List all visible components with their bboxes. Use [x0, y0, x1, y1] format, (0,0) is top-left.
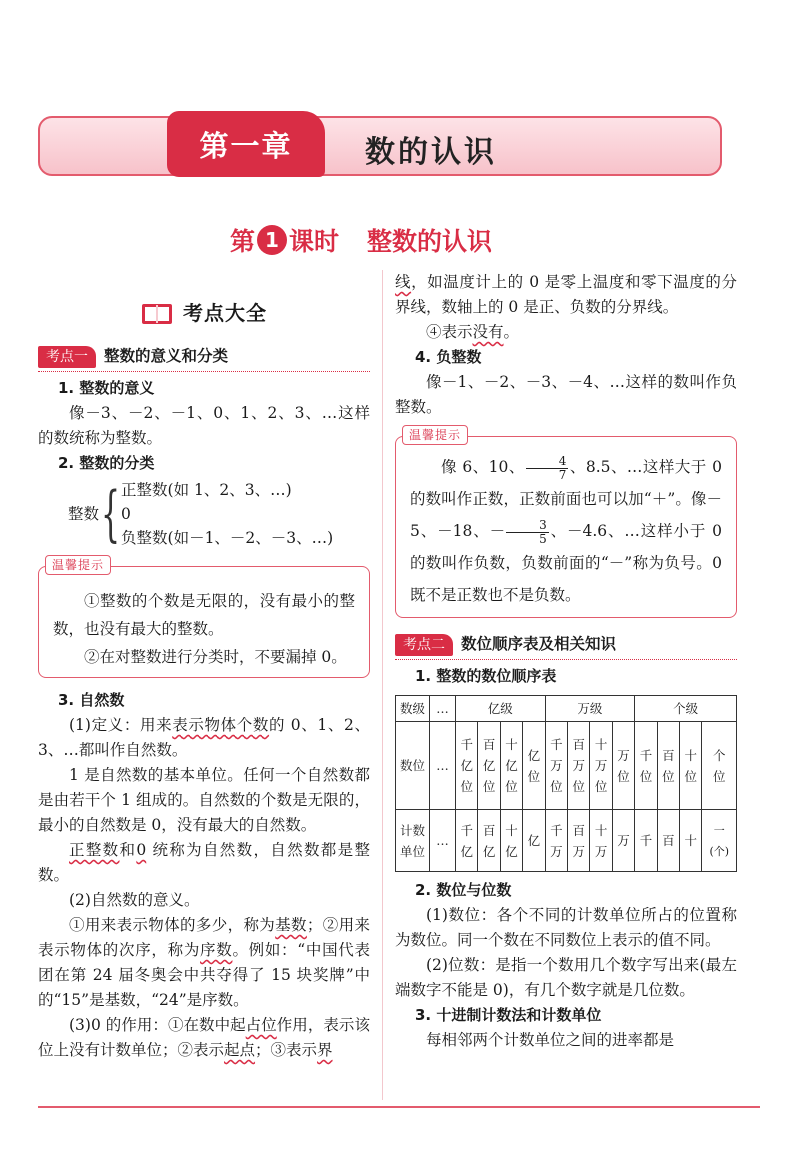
chapter-title: 数的认识 — [365, 135, 497, 170]
book-icon — [141, 302, 173, 326]
paragraph: ①用来表示物体的多少，称为基数；②用来表示物体的次序，称为序数。例如：“中国代表团在第 24 届冬奥会中共夺得了 15 块奖牌”中的“15”是基数，“24”是序数。 — [38, 916, 370, 1009]
subhead: 1. 整数的意义 — [58, 379, 155, 397]
tip-paragraph: 像 6、10、 $\frac{4}{7}$ 、8.5、…这样大于 0 的数叫作正数，正数前面也可以加“＋”。像－5、－18、－ $\frac{3}{5}$ 、－4.6、…这样小于 0 的数叫作负数，负数前面的“－”称为负号。0 既不是正数也不是负数。 — [410, 453, 722, 604]
table-cell: 千亿 — [456, 810, 478, 872]
table-cell: 十 — [680, 810, 702, 872]
table-cell: 亿位 — [523, 722, 545, 810]
brace-icon: { — [101, 479, 121, 549]
paragraph: ④表示没有。 — [426, 323, 520, 341]
table-cell: … — [430, 696, 456, 722]
right-column — [395, 270, 737, 1053]
table-cell: 百万 — [568, 810, 590, 872]
table-cell: 十亿位 — [500, 722, 522, 810]
place-value-table — [395, 695, 737, 872]
table-cell: 十亿 — [500, 810, 522, 872]
table-cell: 百亿 — [478, 810, 500, 872]
table-cell: 千万 — [545, 810, 567, 872]
table-cell: 千 — [635, 810, 657, 872]
paragraph: 每相邻两个计数单位之间的进率都是 — [426, 1031, 675, 1049]
chapter-tab: 第一章 — [167, 111, 325, 177]
tip-box — [395, 428, 737, 618]
paragraph: 像－1、－2、－3、－4、…这样的数叫作负整数。 — [395, 373, 737, 416]
table-cell: 十万位 — [590, 722, 612, 810]
table-cell: 十位 — [680, 722, 702, 810]
paragraph: (1)数位：各个不同的计数单位所占的位置称为数位。同一个数在不同数位上表示的值不同。 — [395, 906, 737, 949]
tip-box — [38, 558, 370, 678]
paragraph: 正整数和0 统称为自然数，自然数都是整数。 — [38, 841, 370, 884]
section-header — [38, 301, 370, 326]
paragraph: (2)自然数的意义。 — [69, 891, 200, 909]
section-title: 考点大全 — [183, 301, 267, 325]
table-row — [396, 722, 737, 810]
table-cell: 数位 — [396, 722, 430, 810]
tip-paragraph: ②在对整数进行分类时，不要漏掉 0。 — [84, 648, 347, 666]
tip-tag: 温馨提示 — [402, 425, 468, 445]
table-cell: 百 — [657, 810, 679, 872]
column-divider — [382, 270, 383, 1100]
table-cell: 万级 — [545, 696, 635, 722]
paragraph: 1 是自然数的基本单位。任何一个自然数都是由若干个 1 组成的。自然数的个数是无限的，最小的自然数是 0，没有最大的自然数。 — [38, 766, 370, 834]
brace-label: 整数 — [68, 504, 100, 523]
subhead: 2. 数位与位数 — [415, 881, 512, 899]
kaodian-header-2 — [395, 632, 737, 660]
kaodian-title: 数位顺序表及相关知识 — [461, 635, 617, 653]
table-cell: 一(个) — [702, 810, 737, 872]
table-cell: 百位 — [657, 722, 679, 810]
brace-items — [121, 478, 333, 550]
subhead: 3. 自然数 — [58, 691, 125, 709]
subhead: 1. 整数的数位顺序表 — [415, 667, 557, 685]
table-cell: 亿级 — [456, 696, 546, 722]
paragraph: 线，如温度计上的 0 是零上温度和零下温度的分界线，数轴上的 0 是正、负数的分界线。 — [395, 273, 737, 316]
table-row — [396, 696, 737, 722]
table-cell: 十万 — [590, 810, 612, 872]
brace-item: 0 — [121, 505, 131, 523]
tip-tag: 温馨提示 — [45, 555, 111, 575]
table-cell: 个级 — [635, 696, 737, 722]
lesson-suffix: 课时 — [289, 227, 340, 256]
table-cell: 千位 — [635, 722, 657, 810]
lesson-name: 整数的认识 — [367, 227, 493, 256]
lesson-title — [230, 222, 492, 258]
table-cell: 亿 — [523, 810, 545, 872]
paragraph: (1)定义：用来表示物体个数的 0、1、2、3、…都叫作自然数。 — [38, 716, 370, 759]
bottom-rule — [38, 1106, 760, 1108]
kaodian-tag: 考点一 — [38, 346, 96, 368]
kaodian-header-1 — [38, 344, 370, 372]
table-cell: 计数单位 — [396, 810, 430, 872]
table-cell: … — [430, 810, 456, 872]
table-cell: 百亿位 — [478, 722, 500, 810]
paragraph: (2)位数：是指一个数用几个数字写出来(最左端数字不能是 0)，有几个数字就是几位数。 — [395, 956, 737, 999]
table-row — [396, 810, 737, 872]
fraction: $\frac{3}{5}$ — [506, 519, 549, 546]
left-column — [38, 295, 370, 1063]
table-cell: 万位 — [612, 722, 634, 810]
table-cell: 数级 — [396, 696, 430, 722]
subhead: 2. 整数的分类 — [58, 454, 155, 472]
table-cell: 万 — [612, 810, 634, 872]
table-cell: 千亿位 — [456, 722, 478, 810]
table-cell: 个位 — [702, 722, 737, 810]
brace-item: 负整数(如－1、－2、－3、…) — [121, 529, 334, 547]
kaodian-title: 整数的意义和分类 — [104, 347, 229, 365]
paragraph: (3)0 的作用：①在数中起占位作用，表示该位上没有计数单位；②表示起点；③表示界 — [38, 1016, 370, 1059]
table-cell: 千万位 — [545, 722, 567, 810]
lesson-prefix: 第 — [230, 227, 256, 256]
table-cell: 百万位 — [568, 722, 590, 810]
table-cell: … — [430, 722, 456, 810]
classification-brace — [38, 478, 370, 550]
subhead: 3. 十进制计数法和计数单位 — [415, 1006, 602, 1024]
paragraph: 像－3、－2、－1、0、1、2、3、…这样的数统称为整数。 — [38, 404, 370, 447]
subhead: 4. 负整数 — [415, 348, 482, 366]
kaodian-tag: 考点二 — [395, 634, 453, 656]
brace-item: 正整数(如 1、2、3、…) — [121, 481, 292, 499]
fraction: $\frac{4}{7}$ — [526, 455, 569, 482]
tip-paragraph: ①整数的个数是无限的，没有最小的整数，也没有最大的整数。 — [53, 592, 355, 638]
lesson-number-badge: 1 — [257, 225, 287, 255]
